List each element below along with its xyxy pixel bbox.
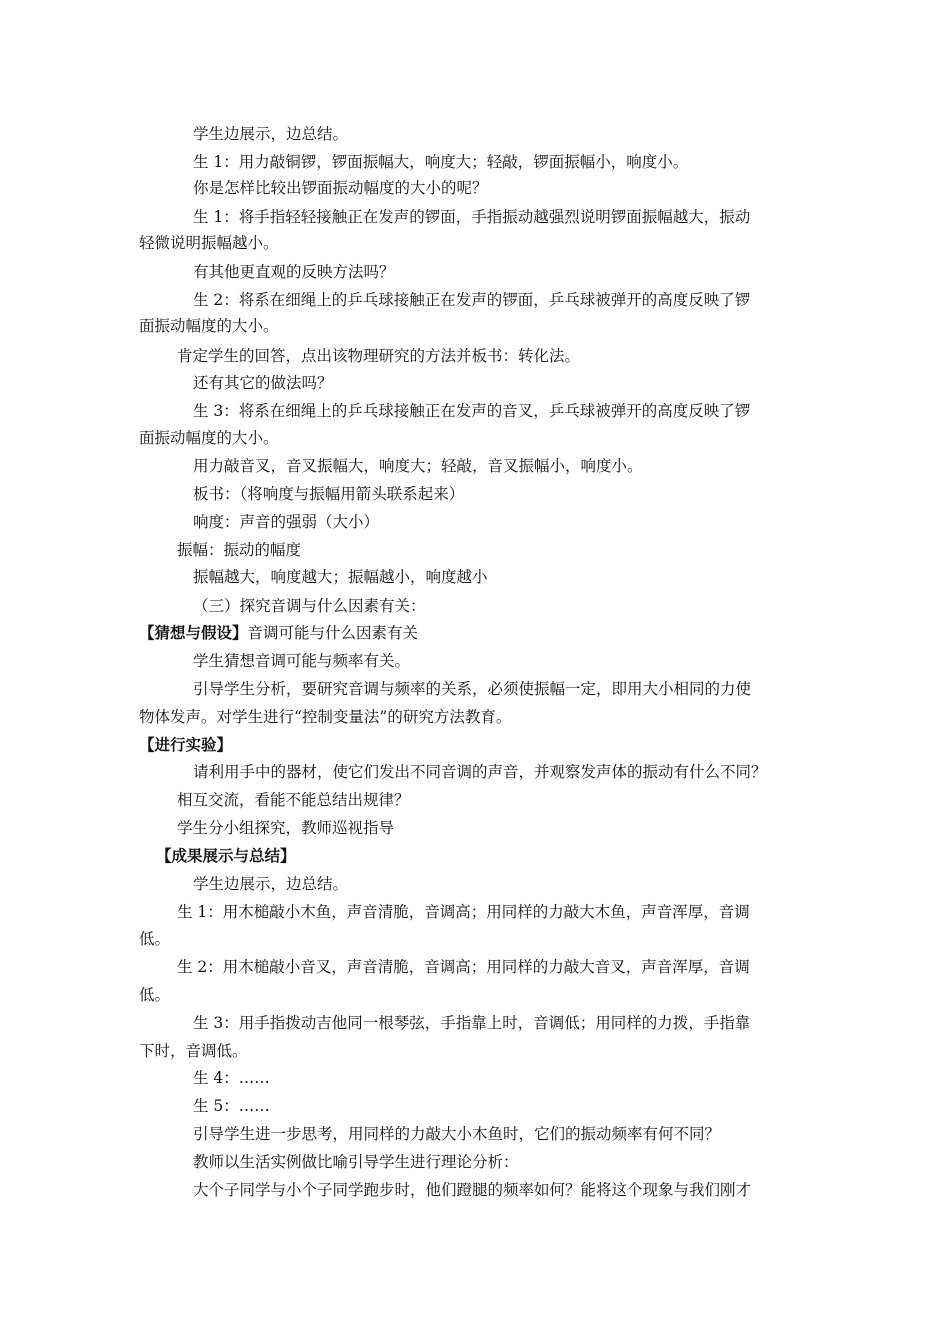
text-fragment: 音调可能与什么因素有关 bbox=[247, 624, 419, 642]
text-line: 生 1：将手指轻轻接触正在发声的锣面，手指振动越强烈说明锣面振幅越大，振动 bbox=[193, 208, 751, 226]
text-line: 面振动幅度的大小。 bbox=[139, 429, 279, 447]
text-line: 生 5：…… bbox=[193, 1097, 270, 1115]
text-line: 请利用手中的器材，使它们发出不同音调的声音，并观察发声体的振动有什么不同？ bbox=[193, 763, 767, 781]
text-line: 学生边展示，边总结。 bbox=[193, 875, 349, 893]
text-line: 低。 bbox=[139, 986, 171, 1004]
text-line: 板书：（将响度与振幅用箭头联系起来） bbox=[193, 485, 465, 503]
text-line: 学生分小组探究，教师巡视指导 bbox=[177, 819, 395, 837]
text-line: 生 1：用木槌敲小木鱼，声音清脆，音调高；用同样的力敲大木鱼，声音浑厚，音调 bbox=[177, 903, 750, 921]
text-line: 有其他更直观的反映方法吗？ bbox=[193, 263, 395, 281]
text-line: 你是怎样比较出锣面振动幅度的大小的呢？ bbox=[193, 179, 488, 197]
text-line: 生 1：用力敲铜锣，锣面振幅大，响度大；轻敲，锣面振幅小，响度小。 bbox=[193, 153, 689, 171]
text-line: 生 4：…… bbox=[193, 1069, 270, 1087]
text-line: 响度：声音的强弱（大小） bbox=[193, 513, 380, 531]
text-line: 生 2：将系在细绳上的乒乓球接触正在发声的锣面，乒乓球被弹开的高度反映了锣 bbox=[193, 291, 751, 309]
text-line: 引导学生分析，要研究音调与频率的关系，必须使振幅一定，即用大小相同的力使 bbox=[193, 680, 752, 698]
text-line: 相互交流，看能不能总结出规律？ bbox=[177, 791, 410, 809]
text-line: 大个子同学与小个子同学跑步时，他们蹬腿的频率如何？能将这个现象与我们刚才 bbox=[193, 1181, 752, 1199]
text-line: 生 2：用木槌敲小音叉，声音清脆，音调高；用同样的力敲大音叉，声音浑厚，音调 bbox=[177, 958, 750, 976]
bold-heading: 【进行实验】 bbox=[139, 735, 233, 754]
section-heading: （三）探究音调与什么因素有关： bbox=[193, 597, 426, 615]
text-line: 物体发声。对学生进行“控制变量法”的研究方法教育。 bbox=[139, 708, 512, 726]
text-line: 用力敲音叉，音叉振幅大，响度大；轻敲，音叉振幅小，响度小。 bbox=[193, 457, 643, 475]
text-line: 教师以生活实例做比喻引导学生进行理论分析： bbox=[193, 1153, 519, 1171]
text-line: 学生边展示，边总结。 bbox=[193, 125, 349, 143]
text-line: 肯定学生的回答，点出该物理研究的方法并板书：转化法。 bbox=[177, 347, 581, 365]
text-line: 生 3：用手指拨动吉他同一根琴弦，手指靠上时，音调低；用同样的力拨，手指靠 bbox=[193, 1014, 751, 1032]
text-line: 还有其它的做法吗？ bbox=[193, 374, 333, 392]
text-line: 学生猜想音调可能与频率有关。 bbox=[193, 652, 411, 670]
text-line: 振幅：振动的幅度 bbox=[177, 541, 302, 559]
text-line bbox=[139, 623, 418, 643]
text-line: 面振动幅度的大小。 bbox=[139, 317, 279, 335]
text-line: 下时，音调低。 bbox=[139, 1042, 248, 1060]
text-line: 振幅越大，响度越大；振幅越小，响度越小 bbox=[193, 568, 488, 586]
bold-label: 【猜想与假设】 bbox=[139, 623, 248, 642]
text-line: 引导学生进一步思考，用同样的力敲大小木鱼时，它们的振动频率有何不同？ bbox=[193, 1125, 721, 1143]
text-line: 轻微说明振幅越小。 bbox=[139, 234, 279, 252]
text-line: 低。 bbox=[139, 930, 171, 948]
bold-heading: 【成果展示与总结】 bbox=[156, 846, 296, 865]
text-line: 生 3：将系在细绳上的乒乓球接触正在发声的音叉，乒乓球被弹开的高度反映了锣 bbox=[193, 402, 751, 420]
